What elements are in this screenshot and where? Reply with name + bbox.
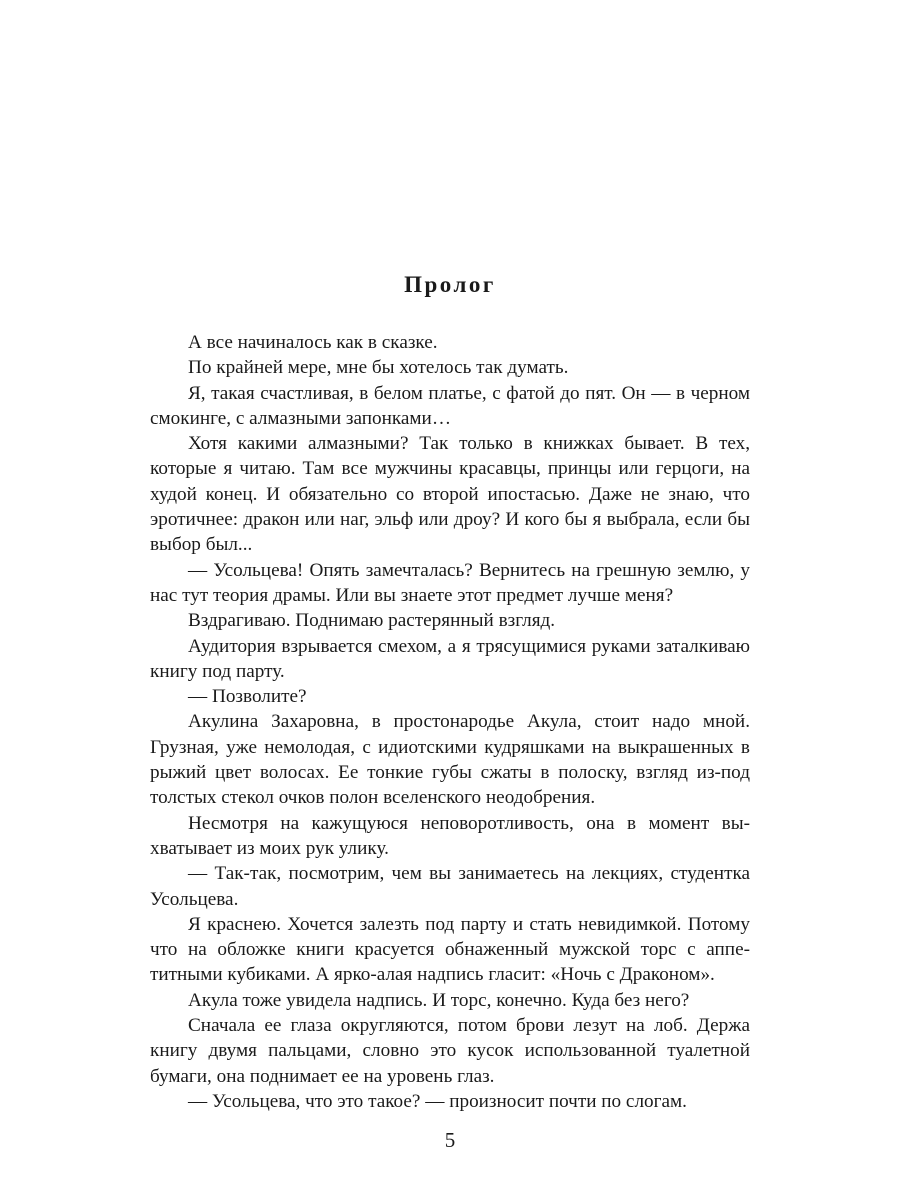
paragraph: — Усольцева! Опять замечталась? Вернитесь на грешную землю, у нас тут теория драмы. Или вы знаете этот предмет лучше меня? [150,559,750,606]
paragraph: Несмотря на кажущуюся неповоротливость, она в момент выхватывает из моих рук улику. [150,812,750,859]
paragraph: Вздрагиваю. Поднимаю растерянный взгляд. [188,610,556,632]
page-number: 5 [444,1128,456,1152]
chapter-title: Пролог [404,272,496,297]
paragraph: — Позволите? [188,686,307,708]
paragraph: Акула тоже увидела надпись. И торс, конечно. Куда без него? [188,989,690,1011]
paragraph: Хотя какими алмазными? Так только в книжках бывает. В тех, которые я читаю. Там все мужчины красавцы, принцы или герцоги, на худой конец. И обязательно со второй ипостасью. Даже не знаю, что эротичнее: дракон или наг, эльф или дроу? И кого бы я выбрала, если бы выбор был... [150,433,750,556]
paragraph: А все начиналось как в сказке. [188,332,438,353]
paragraph: Акулина Захаровна, в простонародье Акула, стоит надо мной. Грузная, уже немолодая, с идиотскими кудряшками на выкрашенных в рыжий цвет волосах. Ее тонкие губы сжаты в полоску, взгляд из-под толстых стекол очков полон вселенского неодобрения. [150,711,750,809]
paragraph: Я краснею. Хочется залезть под парту и стать невидимкой. Потому что на обложке книги красуется обнаженный мужской торс с аппетитными кубиками. А ярко-алая надпись гласит: «Ночь с Драконом». [150,913,750,986]
paragraph: — Так-так, посмотрим, чем вы занимаетесь на лекциях, студентка Усольцева. [150,863,750,910]
paragraph: Я, такая счастливая, в белом платье, с фатой до пят. Он — в черном смокинге, с алмазными запонками… [150,382,750,429]
paragraph: Сначала ее глаза округляются, потом брови лезут на лоб. Держа книгу двумя пальцами, словно это кусок использованной туалетной бумаги, она поднимает ее на уровень глаз. [150,1015,750,1087]
paragraph: По крайней мере, мне бы хотелось так думать. [188,357,569,379]
body-text [150,330,750,1114]
paragraph: Аудитория взрывается смехом, а я трясущимися руками заталкиваю книгу под парту. [150,635,750,682]
paragraph: — Усольцева, что это такое? — произносит почти по слогам. [188,1090,687,1112]
